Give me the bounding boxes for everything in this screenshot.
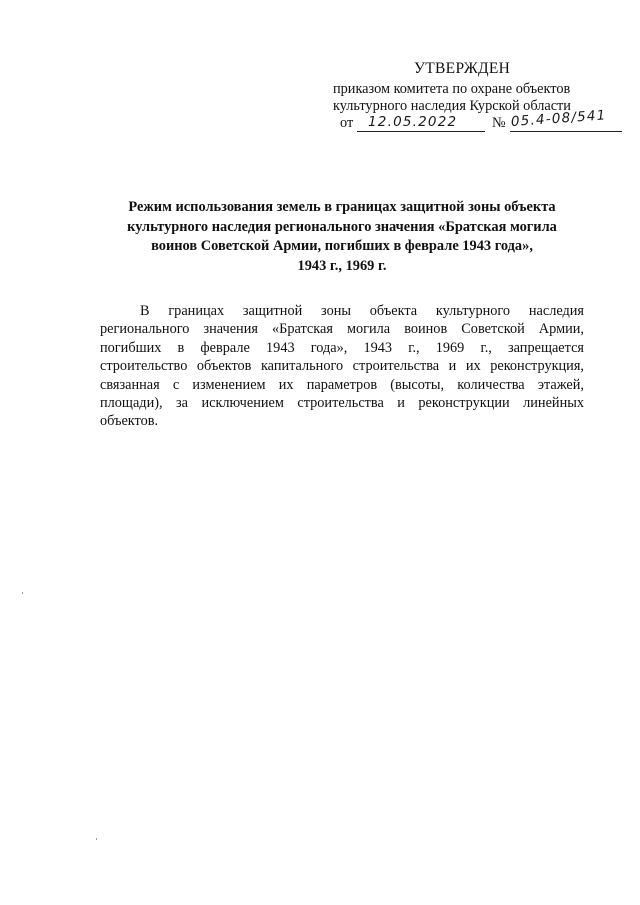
document-title-line: Режим использования земель в границах защитной зоны объекта xyxy=(128,199,556,215)
body-line: регионального значения «Братская могила воинов Советской Армии, xyxy=(100,321,584,338)
approval-reference xyxy=(340,107,630,135)
approval-stamp-title: УТВЕРЖДЕН xyxy=(414,60,511,77)
body-line: В границах защитной зоны объекта культурного наследия xyxy=(140,303,584,319)
number-label: № xyxy=(492,115,506,131)
date-underline xyxy=(357,131,485,132)
number-underline xyxy=(510,131,622,132)
scan-speck xyxy=(22,592,23,594)
handwritten-order-number: 05.4-08/541 xyxy=(510,107,607,130)
body-line: связанная с изменением их параметров (высоты, количества этажей, xyxy=(100,376,584,393)
document-title-line: культурного наследия регионального значения «Братская могила xyxy=(127,218,557,235)
date-label: от xyxy=(340,115,354,131)
scan-speck xyxy=(96,838,97,840)
body-line: площади), за исключением строительства и реконструкции линейных xyxy=(100,395,584,412)
document-title-line: воинов Советской Армии, погибших в феврале 1943 года», xyxy=(151,238,533,255)
document-title-line: 1943 г., 1969 г. xyxy=(297,257,387,274)
approval-authority-line-1: приказом комитета по охране объектов xyxy=(333,81,571,97)
approval-authority-line-2: культурного наследия Курской области xyxy=(333,98,571,114)
body-line: строительство объектов капитального строительства и их реконструкция, xyxy=(100,358,584,375)
body-line: объектов. xyxy=(100,413,159,430)
document-title xyxy=(100,198,584,276)
body-line: погибших в феврале 1943 года», 1943 г., 1969 г., запрещается xyxy=(100,339,584,356)
body-paragraph xyxy=(100,302,584,431)
handwritten-date: 12.05.2022 xyxy=(368,114,458,130)
